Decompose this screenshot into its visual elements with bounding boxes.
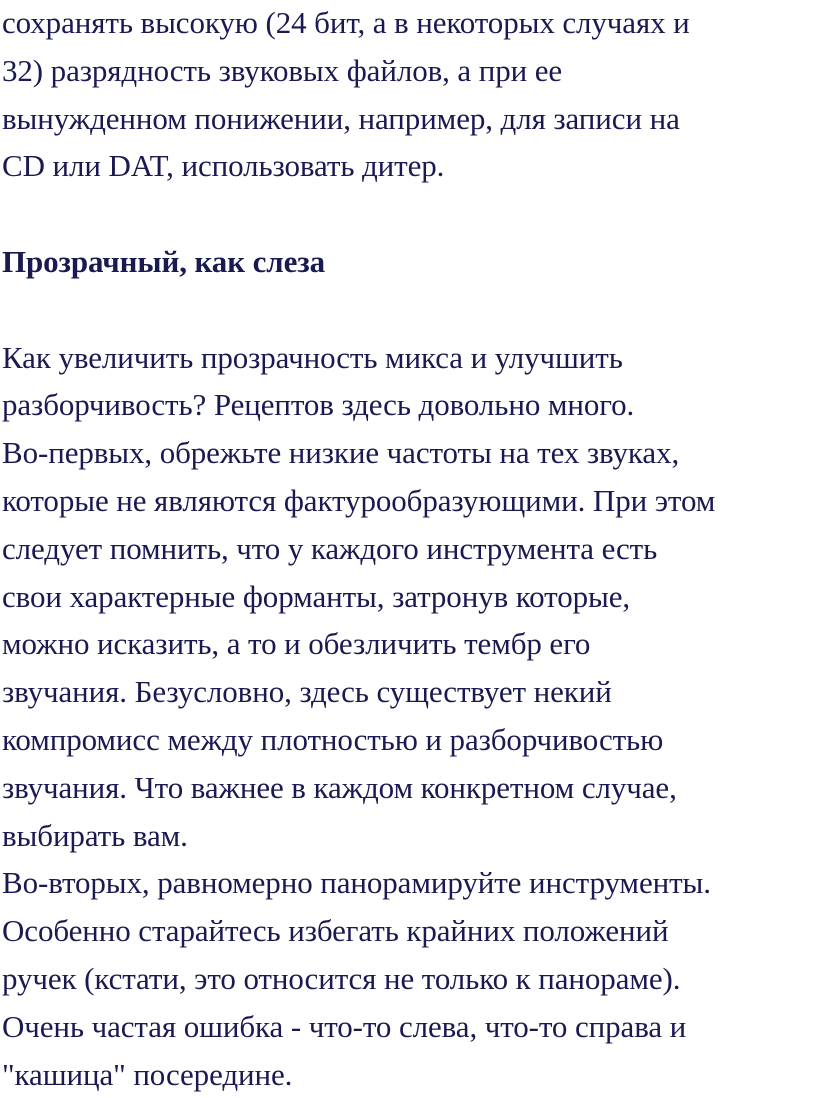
text-line: сохранять высокую (24 бит, а в некоторых случаях и: [2, 5, 690, 40]
text-line: следует помнить, что у каждого инструмента есть: [2, 530, 658, 566]
section-heading: Прозрачный, как слеза: [2, 243, 325, 279]
text-line: звучания. Что важнее в каждом конкретном случае,: [2, 769, 677, 805]
text-line: CD или DAT, использовать дитер.: [2, 148, 445, 184]
text-line: выбирать вам.: [2, 817, 188, 853]
text-line: Как увеличить прозрачность микса и улучшить: [2, 339, 623, 375]
text-line: можно исказить, а то и обезличить тембр его: [2, 626, 591, 662]
text-line: "кашица" посередине.: [2, 1056, 293, 1092]
text-line: свои характерные форманты, затронув которые,: [2, 578, 631, 614]
text-line: которые не являются фактурообразующими. При этом: [2, 482, 716, 518]
text-line: Особенно старайтесь избегать крайних положений: [2, 913, 669, 949]
text-line: Во-вторых, равномерно панорамируйте инструменты.: [2, 865, 711, 901]
text-line: Во-первых, обрежьте низкие частоты на тех звуках,: [2, 435, 680, 471]
text-line: 32) разрядность звуковых файлов, а при ее: [2, 52, 563, 88]
text-line: вынужденном понижении, например, для записи на: [2, 100, 680, 136]
body-paragraph: [2, 334, 816, 1098]
text-line: ручек (кстати, это относится не только к панораме).: [2, 960, 681, 996]
text-line: Очень частая ошибка - что-то слева, что-то справа и: [2, 1008, 687, 1044]
text-line: звучания. Безусловно, здесь существует некий: [2, 674, 612, 710]
paragraph-spacer: [2, 286, 816, 334]
text-line: компромисс между плотностью и разборчивостью: [2, 721, 664, 757]
text-line: разборчивость? Рецептов здесь довольно много.: [2, 387, 635, 423]
paragraph-spacer: [2, 190, 816, 238]
intro-paragraph: [2, 0, 816, 190]
